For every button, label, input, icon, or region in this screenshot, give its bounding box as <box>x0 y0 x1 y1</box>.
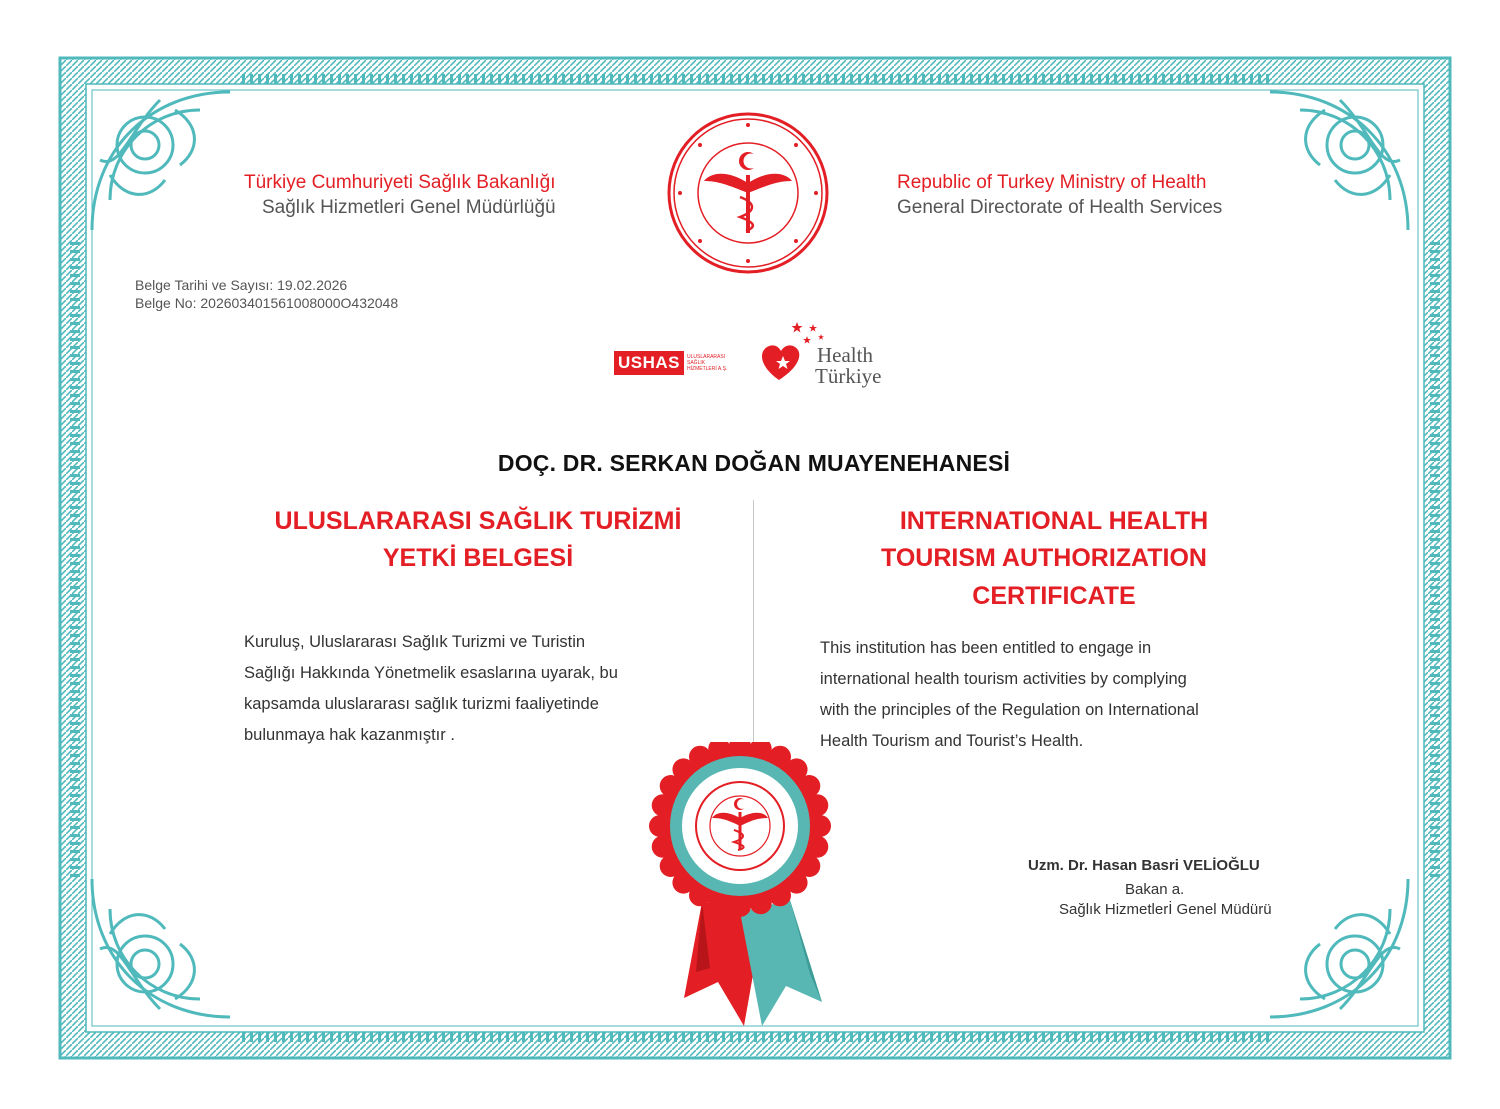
right-title-line1: INTERNATIONAL HEALTH <box>899 507 1209 535</box>
ushas-logo-sub3: HİZMETLERİ A.Ş. <box>687 366 728 372</box>
right-body <box>820 633 1300 757</box>
rosette-seal-icon <box>640 742 870 1032</box>
signatory-role: Bakan a. <box>1125 881 1185 898</box>
signatory-name: Uzm. Dr. Hasan Basri VELİOĞLU <box>1028 857 1260 874</box>
ushas-logo-text: USHAS <box>614 351 684 375</box>
left-body <box>244 627 724 751</box>
right-body-line: with the principles of the Regulation on International <box>820 701 1199 719</box>
header-left-title: Türkiye Cumhuriyeti Sağlık Bakanlığı <box>244 172 556 193</box>
header-right-subtitle: General Directorate of Health Services <box>897 197 1223 218</box>
document-date: Belge Tarihi ve Sayısı: 19.02.2026 <box>135 277 348 293</box>
right-body-line: This institution has been entitled to engage in <box>820 639 1152 657</box>
left-title-line2: YETKİ BELGESİ <box>382 544 574 572</box>
header-right-title: Republic of Turkey Ministry of Health <box>897 172 1207 193</box>
institution-name: DOÇ. DR. SERKAN DOĞAN MUAYENEHANESİ <box>497 450 1011 476</box>
ministry-seal-icon <box>666 111 830 275</box>
ushas-logo <box>614 351 727 375</box>
left-body-line: Sağlığı Hakkında Yönetmelik esaslarına uyarak, bu <box>244 664 618 682</box>
left-body-line: bulunmaya hak kazanmıştır . <box>244 726 455 744</box>
header-left-subtitle: Sağlık Hizmetleri Genel Müdürlüğü <box>262 197 556 218</box>
health-turkiye-line2: Türkiye <box>815 364 882 388</box>
signatory-title: Sağlık Hizmetlerİ Genel Müdürü <box>1059 901 1272 918</box>
ushas-logo-sub1: ULUSLARARASI <box>687 354 726 360</box>
right-body-line: international health tourism activities by complying <box>820 670 1187 688</box>
column-divider <box>753 500 754 760</box>
health-turkiye-line1: Health <box>817 343 873 367</box>
right-title-line2: TOURISM AUTHORIZATION <box>881 544 1207 572</box>
left-body-line: kapsamda uluslararası sağlık turizmi faaliyetinde <box>244 695 599 713</box>
right-body-line: Health Tourism and Tourist’s Health. <box>820 732 1084 750</box>
right-title-line3: CERTIFICATE <box>972 582 1136 610</box>
left-body-line: Kuruluş, Uluslararası Sağlık Turizmi ve Turistin <box>244 633 586 651</box>
ushas-logo-sub2: SAĞLIK <box>687 360 706 366</box>
left-title-line1: ULUSLARARASI SAĞLIK TURİZMİ <box>274 507 682 535</box>
document-number: Belge No: 202603401561008000O432048 <box>135 295 399 311</box>
